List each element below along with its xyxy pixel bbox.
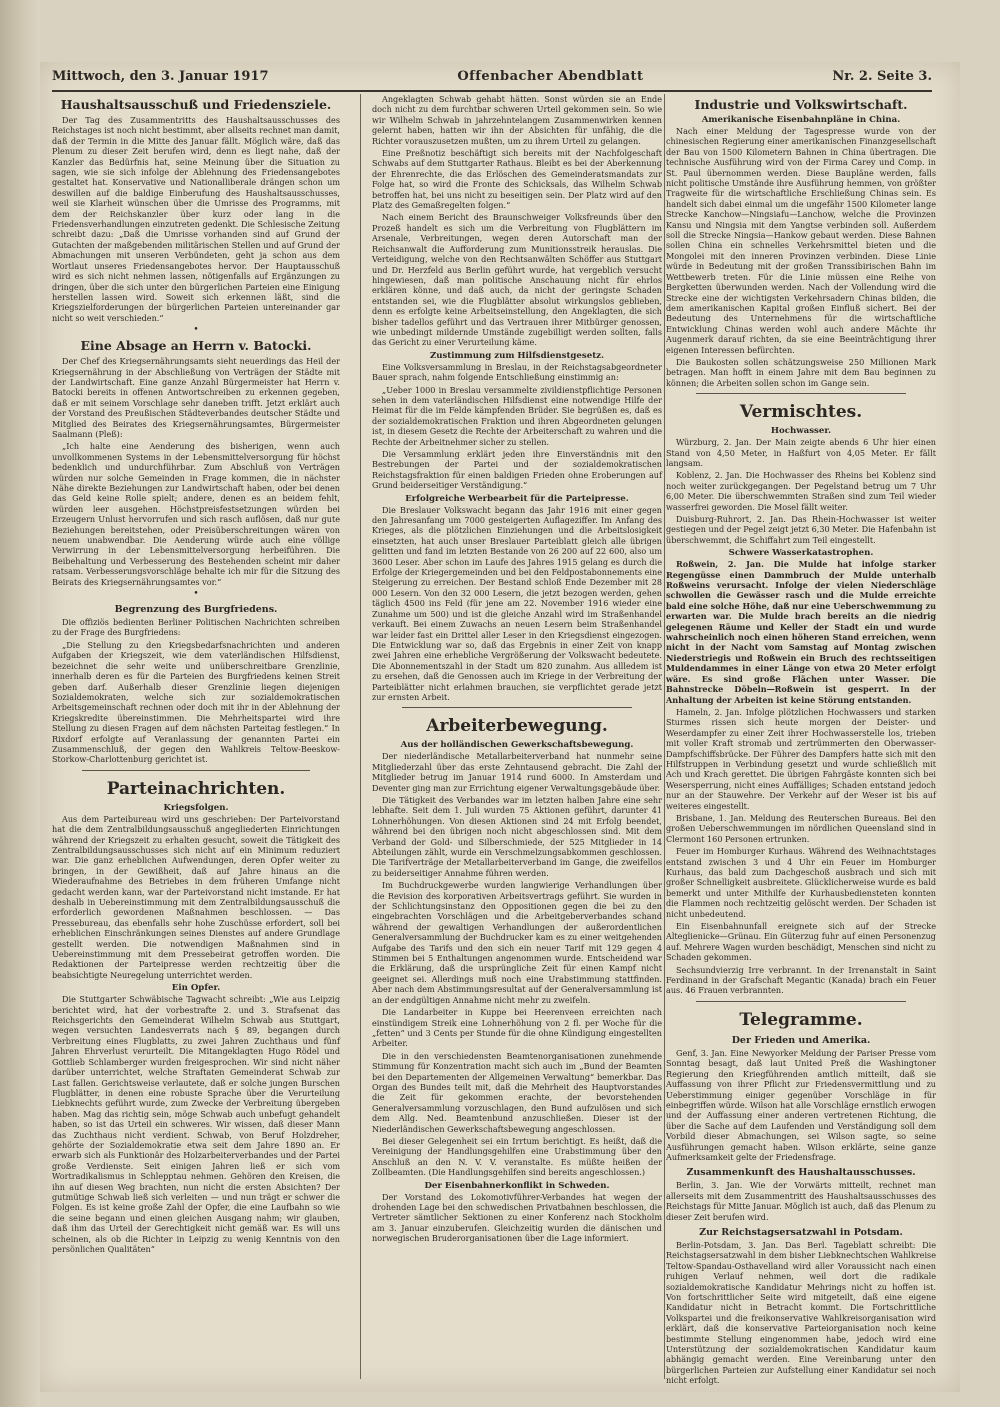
article-paragraph: Duisburg-Ruhrort, 2. Jan. Das Rhein-Hochwasser ist weiter gestiegen und der Pegel zeigt jetzt 6,30 Meter. Die Hafenbahn ist überschwemmt, die Schiffahrt zum Teil eingestellt. — [666, 514, 936, 545]
section-title: Telegramme. — [739, 1009, 863, 1030]
article-paragraph: Feuer im Homburger Kurhaus. Während des Weihnachtstages entstand zwischen 3 und 4 Uhr ein Feuer im Homburger Kurhaus, das bald zum Dachgeschoß ausbrach und sich mit großer Schnelligkeit ausbreitete. Glücklicherweise wurde es bald bemerkt und unter Mithilfe der Kurhausbediensteten konnten die Flammen noch rechtzeitig gelöscht werden. Der Schaden ist nicht unbedeutend. — [666, 846, 936, 919]
article-paragraph: Nach einem Bericht des Braunschweiger Volksfreunds über den Prozeß handelt es sich um die Verbreitung von Flugblättern im Arsenale, Verbreitungen, wegen deren Autorschaft man der Reichsanwalt die Aufforderung zum Munitionsstreik herauslas. Die Verteidigung, welche von den Rechtsanwälten Schöffer aus Stuttgart und Dr. Herzfeld aus Berlin geführt wurde, hat vergeblich versucht hingewiesen, daß man politische Anschauung nicht für ehrlos erklären könne, und daß auch, da nicht der geringste Schaden entstanden sei, wie die Flugblätter absolut wirkungslos geblieben, denn es erfolgte keine Arbeitseinstellung, den Angeklagten, die sich bisher tadellos geführt und das Vertrauen ihrer Mitbürger genossen, wie unbedingt mildernde Umstände zugebilligt werden sollten, falls das Gericht zu einer Verurteilung käme. — [372, 212, 662, 348]
column-right — [666, 94, 936, 1386]
article-title: Der Frieden und Amerika. — [731, 1034, 871, 1046]
article-subtitle: Zustimmung zum Hilfsdienstgesetz. — [429, 350, 605, 361]
section-title: Arbeiterbewegung. — [426, 716, 608, 737]
article-subtitle: Ein Opfer. — [171, 983, 221, 994]
article-paragraph: Berlin, 3. Jan. Wie der Vorwärts mitteilt, rechnet man allerseits mit dem Zusammentritt des Haushaltsausschusses des Reichstags für Mitte Januar. Möglich ist auch, daß das Plenum zu dieser Zeit berufen wird. — [666, 1180, 936, 1222]
article-title: Haushaltsausschuß und Friedensziele. — [60, 97, 332, 112]
article-paragraph: Die Stuttgarter Schwäbische Tagwacht schreibt: „Wie aus Leipzig berichtet wird, hat der vorbestrafte 2. und 3. Strafsenat das Reichsgerichts den Gemeinderat Wilhelm Schwab aus Stuttgart, wegen versuchten Landesverrats nach § 89, begangen durch Verbreitung eines Flugblatts, zu zwei Jahren Zuchthaus und fünf Jahren Ehrverlust verurteilt. Die Mitangeklagten Hugo Rödel und Gottlieb Schlamberger wurden freigesprochen. Wir sind nicht näher darüber unterrichtet, welche Straftaten Gemeinderat Schwab zur Last fallen. Gerichtsweise verlautete, daß er solche jungen Burschen Flugblätter, in denen eine robuste Sprache über die Verurteilung Liebknechts geführt wurde, zum Zwecke der Verbreitung übergeben haben. Mag das richtig sein, möge Schwab auch unbefugt gehandelt haben, so ist das Urteil ein schweres. Wir wissen, daß dieser Mann das Zuchthaus nicht verdient. Schwab, von Beruf Holzdreher, gehörte der Sozialdemokratie etwa seit dem Jahre 1890 an. Er erwarb sich als Funktionär des Holzarbeiterverbandes und der Partei große Verdienste. Seit einigen Jahren ließ er sich vom Wortradikalismus in Schlepptau nehmen. Gehören den Kreisen, die ihn auf diesen Weg brachten, nun nicht die ersten Absichten? Der gutmütige Schwab ließ sich verleiten — und nun trägt er schwer die Folgen. Es ist keine große Zahl der Opfer, die eine Laufbahn so wie die seine begann und einen gleichen Ausgang nahm; wir glauben, daß ihm das Urteil der Gerechtigkeit nicht gemäß war. Es will uns scheinen, als ob die Richter in Leipzig zu wenig Kenntnis von den persönlichen Qualitäten“ — [52, 994, 340, 1254]
article-paragraph: Berlin-Potsdam, 3. Jan. Das Berl. Tageblatt schreibt: Die Reichstagsersatzwahl in dem bisher Liebknechtschen Wahlkreise Teltow-Spandau-Osthavelland wird aller Voraussicht nach einen ruhigen Verlauf nehmen, weil dort die radikale sozialdemokratische Kandidatur Mehrings nicht zu hoffen ist. Von fortschrittlicher Seite wird mitgeteilt, daß eine eigene Kandidatur nicht in Betracht kommt. Die Fortschrittliche Volkspartei und die freikonservative Wahlkreisorganisation wird erklärt, daß die konservative Parteiorganisation noch keine bestimmte Stellung eingenommen habe, jedoch wird eine Unterstützung der sozialdemokratischen Kandidatur kaum abhängig gemacht werden. Eine Vereinbarung unter den bürgerlichen Parteien zur Aufstellung einer Kandidatur sei noch nicht erfolgt. — [666, 1239, 936, 1386]
article-paragraph: Angeklagten Schwab gehabt hätten. Sonst würden sie an Ende doch nicht zu dem furchtbar schweren Urteil gekommen sein. So wie wir Wilhelm Schwab in jahrzehntelangem Zusammenwirken kennen gelernt haben, hatten wir ihn der Absichten für unfähig, die die Richter vorauszusetzen mußten, um zu ihrem Urteil zu gelangen. — [372, 94, 662, 146]
section-divider — [696, 1001, 906, 1002]
masthead-title: Offenbacher Abendblatt — [457, 68, 644, 84]
article-subtitle: Schwere Wasserkatastrophen. — [728, 548, 874, 559]
article-paragraph: Koblenz, 2. Jan. Die Hochwasser des Rheins bei Koblenz sind noch weiter zurückgegangen. Der Pegelstand betrug um 7 Uhr 6,00 Meter. Die überschwemmten Straßen sind zum Teil wieder wasserfrei geworden. Die Mosel fällt weiter. — [666, 470, 936, 512]
column-middle — [372, 94, 662, 1379]
article-paragraph: Würzburg, 2. Jan. Der Main zeigte abends 6 Uhr hier einen Stand von 4,50 Meter, in Haßfurt von 4,05 Meter. Er fällt langsam. — [666, 437, 936, 468]
column-left — [52, 94, 340, 1379]
article-paragraph: Die Landarbeiter in Kuppe bei Heerenveen erreichten nach einstündigem Streik eine Lohnerhöhung von 2 fl. per Woche für die „fetten“ und 3 Cents per Stunde für die ohne Kündigung eingestellten Arbeiter. — [372, 1007, 662, 1049]
article-subtitle: Erfolgreiche Werbearbeit für die Parteipresse. — [405, 493, 629, 504]
article-paragraph: Bei dieser Gelegenheit sei ein Irrtum berichtigt. Es heißt, daß die Vereinigung der Handlungsgehilfen eine Urabstimmung über den Anschluß an den N. V. V. veranstalte. Es müßte heißen der Zollbeamten. (Die Handlungsgehilfen sind bereits angeschlossen.) — [372, 1135, 662, 1178]
article-title: Zusammenkunft des Haushaltausschusses. — [686, 1167, 916, 1179]
article-subtitle: Der Eisenbahnerkonflikt in Schweden. — [424, 1180, 610, 1191]
article-paragraph: Die Versammlung erklärt jeden ihre Einverständnis mit den Bestrebungen der Partei und der sozialdemokratischen Reichstagsfraktion für einen baldigen Frieden ohne Eroberungen auf Grund beiderseitiger Verständigung.“ — [372, 449, 662, 491]
article-paragraph: Der Tag des Zusammentritts des Haushaltsausschusses des Reichstages ist noch nicht bestimmt, aber allseits rechnet man damit, daß der Termin in die Mitte des Januar fällt. Möglich wäre, daß das Plenum zu dieser Zeit berufen wird, denn es liegt nahe, daß der Kanzler das Bedürfnis hat, seine Meinung über die Situation zu sagen, wie sie sich infolge der Ablehnung des Friedensangebotes gestaltet hat. Konservative und Nationalliberale drängen schon um deswillen auf die baldige Einberufung des Haushaltsausschusses, weil sie Klarheit wünschen über die Umrisse des Programms, mit dem der Reichskanzler über kurz oder lang in die Friedensverhandlungen einzutreten gedenkt. Die Schlesische Zeitung schreibt dazu: „Daß die Umrisse vorhanden sind auf Grund der Gutachten der maßgebenden militärischen Stellen und auf Grund der Abmachungen mit unseren Verbündeten, geht ja schon aus dem Wortlaut unseres Friedensangebotes hervor. Der Hauptausschuß wird es sich nicht nehmen lassen, nötigenfalls auf Ergänzungen zu dringen, über die sich unter den bürgerlichen Parteien eine Einigung herstellen lassen wird. Soweit sich erkennen läßt, sind die Kriegszielforderungen der bürgerlichen Parteien untereinander gar nicht so weit verschieden.“ — [52, 115, 340, 323]
article-paragraph: „Die Stellung zu den Kriegsbedarfsnachrichten und anderen Aufgaben der Kriegszeit, wie dem vaterländischen Hilfsdienst, bezeichnet die sehr weite und unüberschreitbare Grenzlinie, innerhalb deren es für die Parteien des Burgfriedens keinen Streit geben darf. Außerhalb dieser Grenzlinie liegen diejenigen Sozialdemokraten, welche sich zur sozialdemokratischen Arbeitsgemeinschaft rechnen oder doch mit ihr in der Ablehnung der Kriegskredite übereinstimmen. Die Mehrheitspartei wird ihre Stellung zu diesen Fragen auf dem nächsten Parteitag festlegen.“ In Rixdorf erfolgte auf Veranlassung der genannten Partei ein Zusammenschluß, der gegen den Wahlkreis Teltow-Beeskow-Storkow-Charlottenburg gerichtet ist. — [52, 639, 340, 765]
article-title: Eine Absage an Herrn v. Batocki. — [80, 338, 312, 354]
article-title: Zur Reichstagsersatzwahl in Potsdam. — [699, 1226, 903, 1238]
section-divider — [696, 393, 906, 394]
article-paragraph: „Ueber 1000 in Breslau versammelte zivildienstpflichtige Personen sehen in dem vaterländischen Hilfsdienst eine notwendige Hilfe der Heimat für die im Felde kämpfenden Brüder. Sie begrüßen es, daß es der sozialdemokratischen Fraktion und ihren Abgeordneten gelungen ist, in diesem Gesetz die Rechte der Arbeiterschaft zu wahren und die Rechte der Arbeitnehmer sicher zu stellen. — [372, 384, 662, 447]
separator-dot: • — [193, 589, 199, 600]
column-rule — [360, 94, 361, 1379]
article-subtitle: Amerikanische Eisenbahnpläne in China. — [701, 115, 901, 125]
article-paragraph: Die in den verschiedensten Beamtenorganisationen zunehmende Stimmung für Konzentration macht sich auch im „Bund der Beamten bei den Departementen der Allgemeinen Verwaltung“ bemerkbar. Das Organ des Bundes teilt mit, daß die Mehrheit des Hauptvorstandes die Zeit für gekommen erachte, der bevorstehenden Generalversammlung vorzuschlagen, den Bund aufzulösen und sich dem Allg. Ned. Beamtenbund anzuschließen. Dieser ist der Niederländischen Gewerkschaftsbewegung angeschlossen. — [372, 1050, 662, 1134]
section-title: Industrie und Volkswirtschaft. — [694, 97, 908, 112]
article-paragraph: Die Baukosten sollen schätzungsweise 250 Millionen Mark betragen. Man hofft in einem Jahre mit dem Bau beginnen zu können; die Arbeiten sollen schon im Gange sein. — [666, 356, 936, 388]
article-paragraph: Der Vorstand des Lokomotivführer-Verbandes hat wegen der drohenden Lage bei den schwedischen Privatbahnen beschlossen, die Vertreter sämtlicher Sektionen zu einer Konferenz nach Stockholm am 3. Januar einzuberufen. Gleichzeitig wurden die dänischen und norwegischen Bruderorganisationen über die Lage informiert. — [372, 1191, 662, 1244]
section-divider — [82, 770, 310, 771]
article-paragraph: Im Buchdruckgewerbe wurden langwierige Verhandlungen über die Revision des korporativen Arbeitsvertrags geführt. Sie wurden in der Schlichtungsinstanz den Oppositionen gegen die bei zu den eingebrachten Vorschlägen und die Arbeitgeberverbandes schand während der gewaltigen Verhandlungen der außerordentlichen Generalversammlung der Buchdrucker kam es zu einer weitgehenden Aufgabe des Tarifs und den sich ein neuer Tarif mit 129 gegen 4 Stimmen bei 5 Enthaltungen angenommen wurde. Entscheidend war die Erklärung, daß die ursprüngliche Zeit für einen Kampf nicht geeignet sei. Allerdings muß noch eine Urabstimmung stattfinden. Aber nach dem Abstimmungsresultat auf der Generalversammlung ist an der endgültigen Annahme nicht mehr zu zweifeln. — [372, 880, 662, 1005]
article-paragraph: Nach einer Meldung der Tagespresse wurde von der chinesischen Regierung einer amerikanischen Finanzgesellschaft der Bau von 1500 Kilometern Bahnen in China übertragen. Die technische Ausführung wird von der Firma Carey und Comp. in St. Paul übernommen werden. Diese Baupläne werden, falls nicht politische Umstände ihre Ausführung hemmen, von größter Tragweite für die wirtschaftliche Erschließung Chinas sein. Es handelt sich dabei einmal um die ungefähr 1500 Kilometer lange Strecke Kanchow—Ningsiafu—Lanchow, welche die Provinzen Kansu und Ningsia mit dem Yangtse verbinden soll. Außerdem soll die Strecke Ningsia—Hankow gebaut werden. Diese Bahnen sollen China ein schnelles Verkehrsmittel bieten und die Mongolei mit den inneren Provinzen verbinden. Diese Linie würde in Bedeutung mit der großen Transsibirischen Bahn im Wettbewerb treten. Für die Linie müssen eine Reihe von Bergketten überwunden werden. Nach der Vollendung wird die Strecke eine der wichtigsten Verkehrsadern Chinas bilden, die dem amerikanischen Kapital großen Einfluß sichert. Bei der Bedeutung des Unternehmens für die wirtschaftliche Entwicklung Chinas werden wohl auch andere Mächte ihr Augenmerk darauf richten, da sie eine Beeinträchtigung ihrer eigenen Interessen befürchten. — [666, 126, 936, 355]
masthead-date: Mittwoch, den 3. Januar 1917 — [52, 68, 269, 84]
masthead — [52, 62, 932, 92]
article-paragraph: Der Chef des Kriegsernährungsamts sieht neuerdings das Heil der Kriegsernährung in der Abschließung von Verträgen der Städte mit der Landwirtschaft. Eine ganze Anzahl Bürgermeister hat Herrn v. Batocki bereits in offenen Antwortschreiben zu erkennen gegeben, daß er mit seinem Vorschlage sehr daneben trifft. Jetzt erklärt auch der Vorstand des Preußischen Städteverbandes deutscher Städte und Mitglied des Beirates des Kriegsernährungsamtes, Bürgermeister Saalmann (Pleß): — [52, 356, 340, 439]
article-title: Begrenzung des Burgfriedens. — [114, 604, 278, 616]
page-binding — [0, 0, 40, 1407]
article-paragraph: Brisbane, 1. Jan. Meldung des Reuterschen Bureaus. Bei den großen Ueberschwemmungen im nördlichen Queensland sind in Clermont 160 Personen ertrunken. — [666, 812, 936, 844]
section-title: Vermischtes. — [739, 402, 863, 423]
section-title: Parteinachrichten. — [106, 778, 286, 799]
article-paragraph: Der niederländische Metallarbeiterverband hat nunmehr seine Mitgliederzahl über das erste Zehntausend gebracht. Die Zahl der Mitglieder betrug im Januar 1914 rund 6000. In Amsterdam und Deventer ging man zur Errichtung eigener Verwaltungsgebäude über. — [372, 751, 662, 793]
article-paragraph: „Ich halte eine Aenderung des bisherigen, wenn auch unvollkommenen Systems in der Lebensmittelversorgung für höchst bedenklich und undurchführbar. Zum Abschluß von Verträgen würden nur solche Gemeinden in Frage kommen, die in nächster Nähe direkte Beziehungen zur Landwirtschaft haben, oder bei denen das Geld keine Rolle spielt; andere, denen es an beidem fehlt, würden leer ausgehen. Höchstpreisfestsetzungen würden bei Erzeugern Unlust hervorrufen und sich rasch auflösen, daß nur gute Beziehungen bereitstehen, oder Preisüberschreitungen wären von neuem unabwendbar. Die Aenderung würde auch eine völlige Verwirrung in der Lebensmittelversorgung herbeiführen. Die Beibehaltung und Verbesserung des Bestehenden scheint mir daher ratsam. Verbesserungsvorschläge behalte ich mir für die Sitzung des Beirats des Kriegsernährungsamtes vor.“ — [52, 441, 340, 587]
article-paragraph: Roßwein, 2. Jan. Die Mulde hat infolge starker Regengüsse einen Dammbruch der Mulde unterhalb Roßweins verursacht. Infolge der vielen Niederschläge schwollen die Gewässer rasch und die Mulde erreichte bald eine solche Höhe, daß nur eine Ueberschwemmung zu erwarten war. Die Mulde brach bereits an die niedrig gelegenen Räume und Keller der Stadt ein und wurde wahrscheinlich noch einen höheren Stand erreichen, wenn nicht in der Nacht vom Samstag auf Montag zwischen Niederstriegis und Roßwein ein Bruch des rechtsseitigen Muldendammes in einer Länge von etwa 20 Meter erfolgt wäre. Es sind große Flächen unter Wasser. Die Bahnstrecke Döbeln—Roßwein ist gesperrt. In der Anhaltung der Arbeiten ist keine Störung entstanden. — [666, 559, 936, 705]
column-rule — [664, 94, 665, 1379]
article-paragraph: Sechsundvierzig Irre verbrannt. In der Irrenanstalt in Saint Ferdinand in der Grafschaft Megantic (Kanada) brach ein Feuer aus. 46 Frauen verbrannten. — [666, 964, 936, 996]
article-paragraph: Die offiziös bedienten Berliner Politischen Nachrichten schreiben zu der Frage des Burgfriedens: — [52, 617, 340, 638]
separator-dot: • — [193, 325, 199, 336]
article-paragraph: Die Breslauer Volkswacht begann das Jahr 1916 mit einer gegen den Jahresanfang um 7000 gesteigerten Auflageziffer. Im Anfang des Krieges, als die plötzlichen Einziehungen und die Arbeitslosigkeit einsetzten, hat auch unser Breslauer Parteiblatt gleich alle übrigen gelitten und fand im letzten Bestande von 26 200 auf 22 600, also um 3600 Leser. Aber schon im Laufe des Jahres 1915 gelang es durch die Erfolge der Kriegergemeinden und bei den Feldpostabonnements eine Steigerung zu erreichen. Der Bestand schloß Ende Dezember mit 28 000 Lesern. Von den 32 000 Lesern, die jetzt bezogen werden, gehen täglich 4500 ins Feld (für jene am 22. November 1916 wieder eine Zunahme um 500) und ist die gleiche Anzahl wird im Straßenhandel verkauft. Bei einem Zuwachs an neuen Lesern beim Straßenhandel war leider fast ein Drittel aller Leser in den Kriegsdienst eingezogen. Die Entwicklung war so, daß das Ergebnis in einer Zeit von knapp zwei Jahren eine erhebliche Vergrößerung der Volkswacht bedeutete. Die Abonnementszahl in der Stadt um 820 zunahm. Aus allledem ist zu ersehen, daß die Genossen auch im Kriege in der Verbreitung der Parteiblätter nicht erlahmen brauchen, sie verpflichtet gerade jetzt zur ernsten Arbeit. — [372, 504, 662, 702]
article-paragraph: Eine Preßnotiz beschäftigt sich bereits mit der Nachfolgeschaft Schwabs auf dem Stuttgarter Rathaus. Bleibt es bei der Aberkennung der Ehrenrechte, die das Erlöschen des Gemeinderatsmandats zur Folge hat, so wird die Fronte des Schicksals, das Wilhelm Schwab betroffen hat, bei uns nicht zu beseitigen sein. Der Platz wird auf den Platz des Gemaßregelten folgen.“ — [372, 148, 662, 211]
article-subtitle: Hochwasser. — [770, 426, 832, 437]
section-divider — [402, 707, 632, 708]
article-paragraph: Die Tätigkeit des Verbandes war im letzten halben Jahre eine sehr lebhafte. Seit dem 1. Juli wurden 75 Aktionen geführt, darunter 41 Lohnerhöhungen. Von diesen Aktionen sind 24 mit Erfolg beendet, während bei den übrigen noch nicht abgeschlossen sind. Mit dem Verband der Gold- und Silberschmiede, der 525 Mitglieder in 14 Abteilungen zählt, wurde ein Verschmelzungsabkommen geschlossen. Die Tarifverträge der Metallarbeiterverband im Gange, die zweifellos zu beiderseitiger Annahme führen werden. — [372, 794, 662, 878]
article-paragraph: Genf, 3. Jan. Eine Newyorker Meldung der Pariser Presse vom Sonntag besagt, daß laut United Preß die Washingtoner Regierung den Kriegführenden amtlich mitteilt, daß sie Auffassung von ihrer Pflicht zur Friedensvermittlung und zu Ueberstimmung einiger gegenüber Vorschläge in für einbegriffen würde. Wilson hat alle Vorschläge ernstlich erwogen und der Auffassung einer anderen vertretenen Richtung, die über die Sache auf dem Laufenden und Verständigung soll dem Vorbild dieser Abmachungen, sei Wilson sagte, so seine Ausführungen gemacht haben. Wilson erklärte, seine ganze Aufmerksamkeit gelte der Friedensfrage. — [666, 1047, 936, 1162]
article-subtitle: Kriegsfolgen. — [163, 802, 229, 813]
article-paragraph: Eine Volksversammlung in Breslau, in der Reichstagsabgeordneter Bauer sprach, nahm folgende Entschließung einstimmig an: — [372, 361, 662, 383]
article-paragraph: Ein Eisenbahnunfall ereignete sich auf der Strecke Alteglienicke—Grünau. Ein Güterzug fuhr auf einen Personenzug auf. Mehrere Wagen wurden beschädigt, Menschen sind nicht zu Schaden gekommen. — [666, 921, 936, 963]
article-subtitle: Aus der holländischen Gewerkschaftsbewegung. — [400, 740, 634, 751]
masthead-page-number: Nr. 2. Seite 3. — [832, 68, 932, 84]
article-paragraph: Hameln, 2. Jan. Infolge plötzlichen Hochwassers und starken Sturmes rissen sich heute morgen der Deister- und Weserdampfer zu einer Zeit ihrer Hochwasserstelle los, trieben mit voller Kraft stromab und zertrümmerten den Oberwasser-Dampfschiffsbrücke. Der Führer des Dampfers hatte sich mit den Hilfstruppen in Verbindung gesetzt und wurde schließlich mit Ach und Krach gerettet. Die übrigen Fahrgäste konnten sich bei Wesersperrung, nicht eines Auffälliges; Schaden entstand jedoch nur an der Stauwehre. Der Verkehr auf der Weser ist bis auf weiteres eingestellt. — [666, 706, 936, 811]
article-paragraph: Aus dem Parteibureau wird uns geschrieben: Der Parteivorstand hat die dem Zentralbildungsausschuß angegliederten Einrichtungen während der Kriegszeit zu erhalten gesucht, soweit die Tätigkeit des Zentralbildungsausschusses sich nicht auf ein Minimum reduziert war. Die ganz erheblichen Aufwendungen, deren Opfer weiter zu bringen, in der Gewißheit, daß auf Jahre hinaus an die Wiederaufnahme des Betriebes in dem früheren Umfange nicht gedacht werden kann, war der Parteivorstand nicht imstande. Er hat deshalb in Uebereinstimmung mit dem Zentralbildungsausschuß die erforderlich gewordenen Maßnahmen beschlossen. — Das Pressebureau, das ebenfalls sehr hohe Zuschüsse erfordert, soll bei erheblichen Einschränkungen seines Dienstes auf andere Grundlage gestellt werden. Die notwendigen Maßnahmen sind in Uebereinstimmung mit dem Pressebeirat getroffen worden. Die Redaktionen der Parteipresse werden rechtzeitig über die beabsichtigte Neuregelung unterrichtet werden. — [52, 813, 340, 980]
